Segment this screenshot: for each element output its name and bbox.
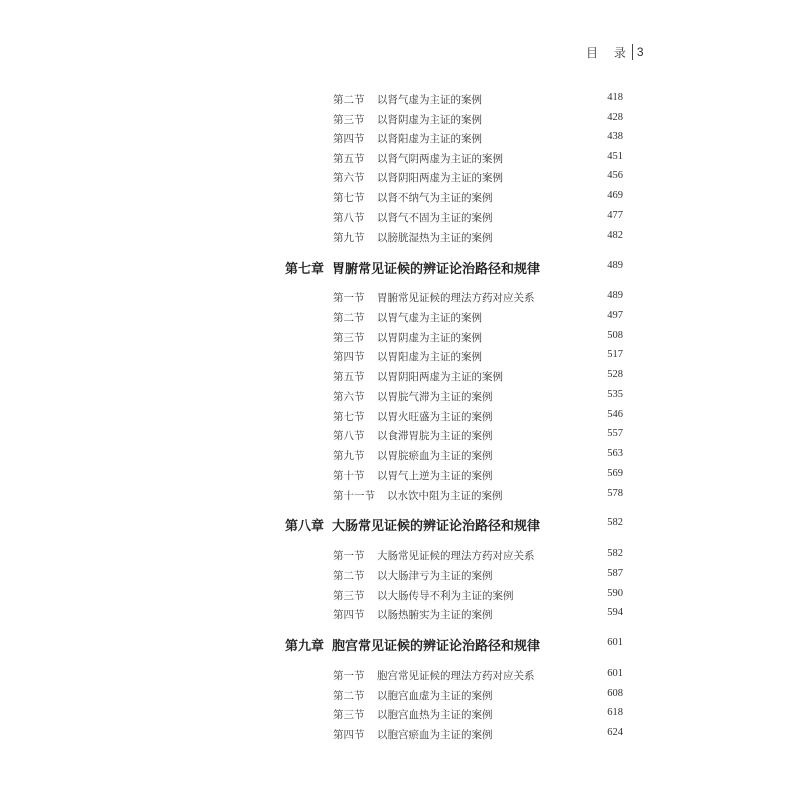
section-number: 第九节 bbox=[333, 232, 365, 244]
section-title: 以胃脘瘀血为主证的案例 bbox=[377, 450, 493, 462]
section-title: 大肠常见证候的理法方药对应关系 bbox=[377, 550, 535, 562]
section-number: 第十一节 bbox=[333, 490, 375, 502]
section-title: 以胃火旺盛为主证的案例 bbox=[377, 411, 493, 423]
toc-section-entry bbox=[0, 688, 800, 704]
section-number: 第一节 bbox=[333, 292, 365, 304]
section-title: 胃腑常见证候的理法方药对应关系 bbox=[377, 292, 535, 304]
section-title: 以大肠津亏为主证的案例 bbox=[377, 570, 493, 582]
header-divider bbox=[632, 44, 633, 60]
toc-section-entry bbox=[0, 568, 800, 584]
section-number: 第四节 bbox=[333, 351, 365, 363]
section-number: 第三节 bbox=[333, 114, 365, 126]
toc-section-entry bbox=[0, 428, 800, 444]
section-number: 第三节 bbox=[333, 332, 365, 344]
page-number: 546 bbox=[607, 409, 623, 420]
toc-section-entry bbox=[0, 131, 800, 147]
section-title: 以胞宫血虚为主证的案例 bbox=[377, 690, 493, 702]
toc-chapter-entry bbox=[0, 517, 800, 533]
page-number: 535 bbox=[607, 389, 623, 400]
section-number: 第五节 bbox=[333, 371, 365, 383]
toc-section-entry bbox=[0, 92, 800, 108]
toc-section-entry bbox=[0, 588, 800, 604]
section-title: 以肾阴阳两虚为主证的案例 bbox=[377, 172, 503, 184]
page-number: 451 bbox=[607, 151, 623, 162]
section-number: 第一节 bbox=[333, 670, 365, 682]
toc-chapter-entry bbox=[0, 637, 800, 653]
section-number: 第二节 bbox=[333, 94, 365, 106]
page-number: 594 bbox=[607, 607, 623, 618]
section-title: 以肾不纳气为主证的案例 bbox=[377, 192, 493, 204]
toc-chapter-entry bbox=[0, 260, 800, 276]
toc-section-entry bbox=[0, 488, 800, 504]
page-number: 601 bbox=[607, 637, 623, 648]
toc-section-entry bbox=[0, 369, 800, 385]
toc-section-entry bbox=[0, 548, 800, 564]
section-number: 第六节 bbox=[333, 172, 365, 184]
page-number: 590 bbox=[607, 588, 623, 599]
section-title: 以水饮中阻为主证的案例 bbox=[387, 490, 503, 502]
section-number: 第七节 bbox=[333, 411, 365, 423]
page-number: 477 bbox=[607, 210, 623, 221]
toc-section-entry bbox=[0, 330, 800, 346]
page-number: 528 bbox=[607, 369, 623, 380]
section-number: 第二节 bbox=[333, 570, 365, 582]
toc-section-entry bbox=[0, 190, 800, 206]
toc-section-entry bbox=[0, 210, 800, 226]
section-number: 第八节 bbox=[333, 430, 365, 442]
toc-section-entry bbox=[0, 607, 800, 623]
section-title: 以胃脘气滞为主证的案例 bbox=[377, 391, 493, 403]
section-title: 以肠热腑实为主证的案例 bbox=[377, 609, 493, 621]
page-number: 438 bbox=[607, 131, 623, 142]
page-number: 456 bbox=[607, 170, 623, 181]
toc-section-entry bbox=[0, 151, 800, 167]
section-title: 以食滞胃脘为主证的案例 bbox=[377, 430, 493, 442]
section-title: 以肾气阴两虚为主证的案例 bbox=[377, 153, 503, 165]
section-title: 以胞宫瘀血为主证的案例 bbox=[377, 729, 493, 741]
toc-section-entry bbox=[0, 448, 800, 464]
toc-section-entry bbox=[0, 170, 800, 186]
page-number: 557 bbox=[607, 428, 623, 439]
toc-section-entry bbox=[0, 389, 800, 405]
toc-section-entry bbox=[0, 468, 800, 484]
page-number: 497 bbox=[607, 310, 623, 321]
section-number: 第七节 bbox=[333, 192, 365, 204]
page-number: 582 bbox=[607, 548, 623, 559]
toc-section-entry bbox=[0, 230, 800, 246]
section-number: 第二节 bbox=[333, 690, 365, 702]
toc-section-entry bbox=[0, 290, 800, 306]
chapter-title: 胞宫常见证候的辨证论治路径和规律 bbox=[332, 639, 541, 654]
running-header bbox=[586, 43, 644, 61]
page-number: 624 bbox=[607, 727, 623, 738]
section-number: 第九节 bbox=[333, 450, 365, 462]
page-number: 418 bbox=[607, 92, 623, 103]
section-title: 以肾阳虚为主证的案例 bbox=[377, 133, 482, 145]
section-number: 第五节 bbox=[333, 153, 365, 165]
section-number: 第六节 bbox=[333, 391, 365, 403]
section-title: 以胃阳虚为主证的案例 bbox=[377, 351, 482, 363]
section-title: 胞宫常见证候的理法方药对应关系 bbox=[377, 670, 535, 682]
section-number: 第八节 bbox=[333, 212, 365, 224]
section-number: 第十节 bbox=[333, 470, 365, 482]
section-title: 以胃气虚为主证的案例 bbox=[377, 312, 482, 324]
section-number: 第二节 bbox=[333, 312, 365, 324]
chapter-number: 第八章 bbox=[285, 519, 325, 534]
page-number: 508 bbox=[607, 330, 623, 341]
page-number: 482 bbox=[607, 230, 623, 241]
section-number: 第一节 bbox=[333, 550, 365, 562]
page-number: 563 bbox=[607, 448, 623, 459]
toc-section-entry bbox=[0, 727, 800, 743]
page-number: 469 bbox=[607, 190, 623, 201]
toc-section-entry bbox=[0, 409, 800, 425]
page-number: 608 bbox=[607, 688, 623, 699]
page-number: 601 bbox=[607, 668, 623, 679]
toc-section-entry bbox=[0, 112, 800, 128]
toc-section-entry bbox=[0, 310, 800, 326]
section-title: 以肾气不固为主证的案例 bbox=[377, 212, 493, 224]
toc-section-entry bbox=[0, 707, 800, 723]
page-number: 428 bbox=[607, 112, 623, 123]
section-title: 以胃阴阳两虚为主证的案例 bbox=[377, 371, 503, 383]
section-title: 以大肠传导不利为主证的案例 bbox=[377, 590, 514, 602]
header-page-number: 3 bbox=[636, 45, 644, 59]
section-number: 第三节 bbox=[333, 590, 365, 602]
section-number: 第四节 bbox=[333, 133, 365, 145]
page-number: 489 bbox=[607, 290, 623, 301]
chapter-title: 大肠常见证候的辨证论治路径和规律 bbox=[332, 519, 541, 534]
section-title: 以胃阴虚为主证的案例 bbox=[377, 332, 482, 344]
page-number: 587 bbox=[607, 568, 623, 579]
section-number: 第四节 bbox=[333, 729, 365, 741]
chapter-number: 第七章 bbox=[285, 262, 325, 277]
section-title: 以肾气虚为主证的案例 bbox=[377, 94, 482, 106]
section-number: 第四节 bbox=[333, 609, 365, 621]
page-number: 582 bbox=[607, 517, 623, 528]
page-number: 489 bbox=[607, 260, 623, 271]
page-number: 569 bbox=[607, 468, 623, 479]
page-number: 618 bbox=[607, 707, 623, 718]
section-number: 第三节 bbox=[333, 709, 365, 721]
toc-section-entry bbox=[0, 349, 800, 365]
header-title: 目 录 bbox=[586, 45, 632, 60]
chapter-number: 第九章 bbox=[285, 639, 325, 654]
section-title: 以肾阴虚为主证的案例 bbox=[377, 114, 482, 126]
section-title: 以膀胱湿热为主证的案例 bbox=[377, 232, 493, 244]
page-number: 517 bbox=[607, 349, 623, 360]
section-title: 以胞宫血热为主证的案例 bbox=[377, 709, 493, 721]
page-number: 578 bbox=[607, 488, 623, 499]
chapter-title: 胃腑常见证候的辨证论治路径和规律 bbox=[332, 262, 541, 277]
toc-section-entry bbox=[0, 668, 800, 684]
section-title: 以胃气上逆为主证的案例 bbox=[377, 470, 493, 482]
